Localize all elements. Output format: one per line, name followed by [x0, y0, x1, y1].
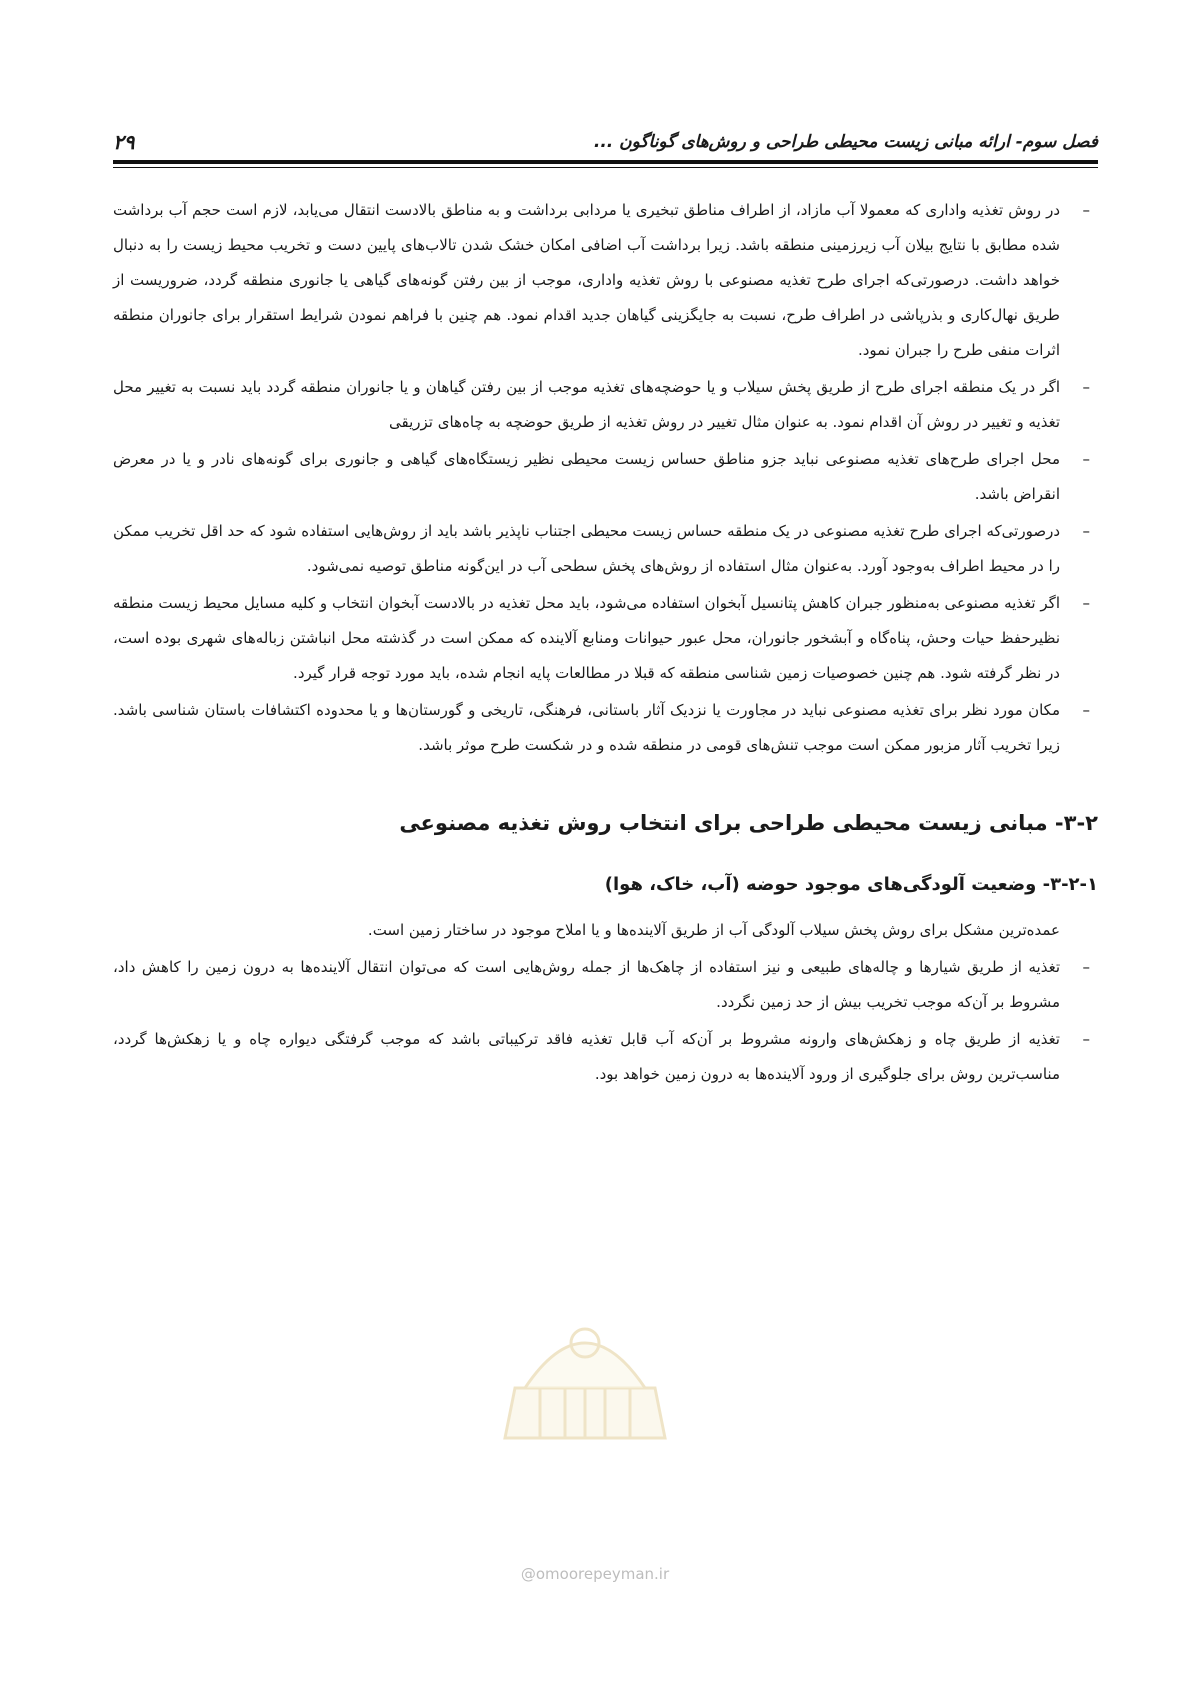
watermark-text: @omoorepeyman.ir	[520, 1565, 670, 1583]
section-heading: ۳-۲- مبانی زیست محیطی طراحی برای انتخاب روش تغذیه مصنوعی	[399, 811, 1098, 835]
intro-paragraph: عمده‌ترین مشکل برای روش پخش سیلاب آلودگی آب از طریق آلاینده‌ها و یا املاح موجود در ساختار زمین است.	[367, 921, 1060, 939]
bullet-text: اگر در یک منطقه اجرای طرح از طریق پخش سیلاب و یا حوضچه‌های تغذیه موجب از بین رفتن گیاهان و یا جانوران منطقه گردد باید نسبت به تغییر محل تغذیه و تغییر در روش آن اقدام نمود. به عنوان مثال تغییر در روش تغذیه از طریق حوضچه به چاه‌های تزریقی	[113, 378, 1060, 431]
bullet-item	[113, 1022, 1098, 1092]
bullet-text: در روش تغذیه واداری که معمولا آب مازاد، از اطراف مناطق تبخیری یا مردابی برداشت و به مناطق بالادست انتقال می‌یابد، لازم است حجم آب برداشت شده مطابق با نتایج بیلان آب زیرزمینی منطقه باشد. زیرا برداشت آب اضافی امکان خشک شدن تالاب‌های پایین دست و تخریب محیط زیست را به دنبال خواهد داشت. درصورتی‌که اجرای طرح تغذیه مصنوعی با روش تغذیه واداری، موجب از بین رفتن گونه‌های گیاهی یا جانوری منطقه گردد، ضروریست از طریق نهال‌کاری و بذرپاشی در اطراف طرح، نسبت به جایگزینی گیاهان جدید اقدام نمود. هم چنین با فراهم نمودن شرایط استقرار برای جانوران منطقه اثرات منفی طرح را جبران نمود.	[113, 201, 1060, 359]
running-title: فصل سوم- ارائه مبانی زیست محیطی طراحی و روش‌های گوناگون ...	[593, 132, 1098, 152]
header-rule-thick	[113, 160, 1098, 164]
bullet-text: اگر تغذیه مصنوعی به‌منظور جبران کاهش پتانسیل آبخوان استفاده می‌شود، باید محل تغذیه در بالادست آبخوان انتخاب و کلیه مسایل محیط زیست منطقه نظیرحفظ حیات وحش، پناه‌گاه و آبشخور جانوران، محل عبور حیوانات ومنابع آلاینده که ممکن است در گذشته محل انباشتن زباله‌های شهری بوده است، در نظر گرفته شود. هم چنین خصوصیات زمین شناسی منطقه که قبلا در مطالعات پایه انجام شده، باید مورد توجه قرار گیرد.	[113, 594, 1060, 682]
bullet-dash: –	[1082, 522, 1090, 540]
header-rule-thin	[113, 167, 1098, 168]
bullet-dash: –	[1082, 701, 1090, 719]
page-body	[113, 193, 1098, 1094]
bullet-item	[113, 950, 1098, 1020]
bullet-dash: –	[1082, 378, 1090, 396]
subsection-heading: ۳-۲-۱- وضعیت آلودگی‌های موجود حوضه (آب، خاک، هوا)	[604, 874, 1098, 895]
bullet-dash: –	[1082, 958, 1090, 976]
bullet-dash: –	[1082, 201, 1090, 219]
bullet-item	[113, 693, 1098, 763]
bullet-text: مکان مورد نظر برای تغذیه مصنوعی نباید در مجاورت یا نزدیک آثار باستانی، فرهنگی، تاریخی و گورستان‌ها و یا محدوده اکتشافات باستان شناسی باشد. زیرا تخریب آثار مزبور ممکن است موجب تنش‌های قومی در منطقه شده و در شکست طرح موثر باشد.	[113, 701, 1060, 754]
watermark-logo	[485, 1288, 685, 1448]
bullet-dash: –	[1082, 450, 1090, 468]
bullet-item	[113, 442, 1098, 512]
bullet-text: تغذیه از طریق چاه و زهکش‌های وارونه مشروط بر آن‌که آب قابل تغذیه فاقد ترکیباتی باشد که موجب گرفتگی دیواره چاه و یا زهکش‌ها گردد، مناسب‌ترین روش برای جلوگیری از ورود آلاینده‌ها به درون زمین خواهد بود.	[113, 1030, 1060, 1083]
bullet-dash: –	[1082, 594, 1090, 612]
page-header	[113, 124, 1098, 164]
bullet-item	[113, 370, 1098, 440]
bullet-dash: –	[1082, 1030, 1090, 1048]
page-number: ۲۹	[113, 130, 135, 154]
bullet-item	[113, 586, 1098, 691]
bullet-text: درصورتی‌که اجرای طرح تغذیه مصنوعی در یک منطقه حساس زیست محیطی اجتناب ناپذیر باشد باید از روش‌هایی استفاده شود که حد اقل تخریب ممکن را در محیط اطراف به‌وجود آورد. به‌عنوان مثال استفاده از روش‌های پخش سطحی آب در این‌گونه مناطق توصیه نمی‌شود.	[113, 522, 1060, 575]
bullet-text: محل اجرای طرح‌های تغذیه مصنوعی نباید جزو مناطق حساس زیست محیطی نظیر زیستگاه‌های گیاهی و جانوری برای گونه‌های نادر و یا در معرض انقراض باشد.	[113, 450, 1060, 503]
bullet-item	[113, 193, 1098, 368]
bullet-item	[113, 514, 1098, 584]
bullet-text: تغذیه از طریق شیارها و چاله‌های طبیعی و نیز استفاده از چاهک‌ها از جمله روش‌هایی است که می‌توان انتقال آلاینده‌ها به درون زمین را کاهش داد، مشروط بر آن‌که موجب تخریب بیش از حد زمین نگردد.	[113, 958, 1060, 1011]
